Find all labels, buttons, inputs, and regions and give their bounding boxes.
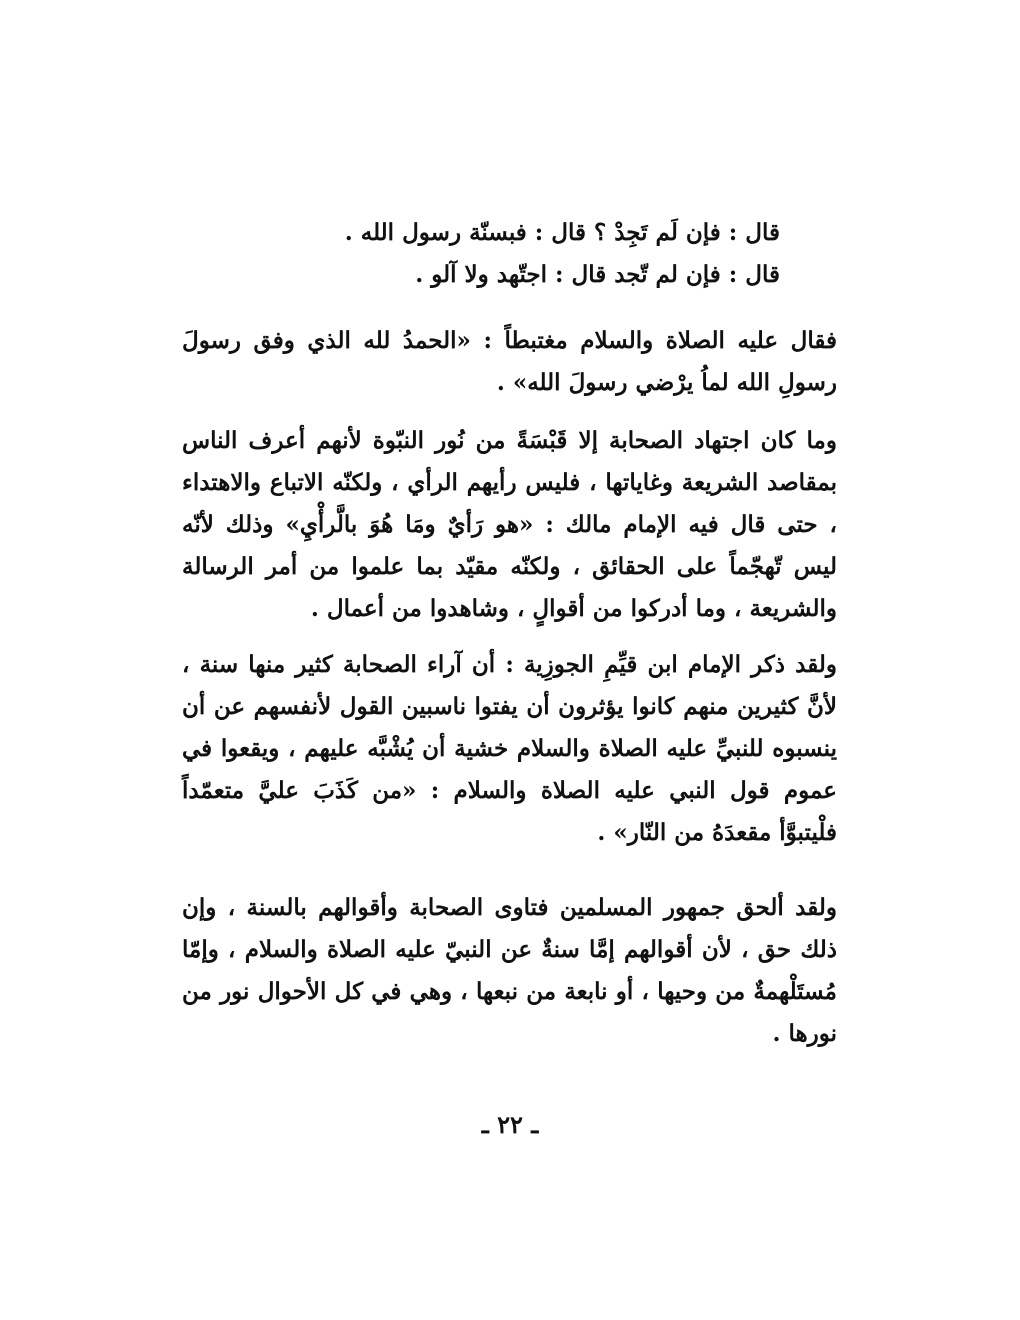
paragraph-text: وما كان اجتهاد الصحابة إلا قَبْسَةً من نُور النبّوة لأنهم أعرف الناس بمقاصد الشريعة وغاياتها ، فليس رأيهم الرأي ، ولكنّه الاتباع والاهتداء ، حتى قال فيه الإمام مالك : «هو رَأيٌ ومَا هُوَ بالَّرأْيِ» وذلك لأنّه ليس تّهجّماً على الحقائق ، ولكنّه مقيّد بما علموا من أمر الرسالة والشريعة ، وما أدركوا من أقوالٍ ، وشاهدوا من أعمال . xyxy=(182,427,837,622)
paragraph-1 xyxy=(182,320,837,404)
dialogue-block xyxy=(240,212,780,296)
paragraph-4 xyxy=(182,887,837,1055)
paragraph-2 xyxy=(182,420,837,630)
page-number: ـ ٢٢ ـ xyxy=(481,1110,539,1139)
paragraph-text: فقال عليه الصلاة والسلام مغتبطاً : «الحمدُ لله الذي وفق رسولَ رسولِ الله لماُ يرْضي رسولَ الله» . xyxy=(182,327,837,396)
dialogue-line-1: قال : فإن لَم تَجِدْ ؟ قال : فبسنّة رسول الله . xyxy=(344,219,780,246)
paragraph-text: ولقد ألحق جمهور المسلمين فتاوى الصحابة وأقوالهم بالسنة ، وإن ذلك حق ، لأن أقوالهم إمَّا سنةٌ عن النبيّ عليه الصلاة والسلام ، وإمّا مُستَلْهمةٌ من وحيها ، أو نابعة من نبعها ، وهي في كل الأحوال نور من نورها . xyxy=(182,894,837,1047)
paragraph-text: ولقد ذكر الإمام ابن قيِّمِ الجوزِية : أن آراء الصحابة كثير منها سنة ، لأنَّ كثيرين منهم كانوا يؤثرون أن يفتوا ناسبين القول لأنفسهم عن أن ينسبوه للنبيِّ عليه الصلاة والسلام خشية أن يُشْبَّه عليهم ، ويقعوا في عموم قول النبي عليه الصلاة والسلام : «من كَذَبَ عليَّ متعمّداً فلْيتبوَّأ مقعدَهُ من النّار» . xyxy=(182,651,837,846)
dialogue-line-2: قال : فإن لم تّجد قال : اجتّهد ولا آلو . xyxy=(415,261,780,288)
paragraph-3 xyxy=(182,644,837,854)
